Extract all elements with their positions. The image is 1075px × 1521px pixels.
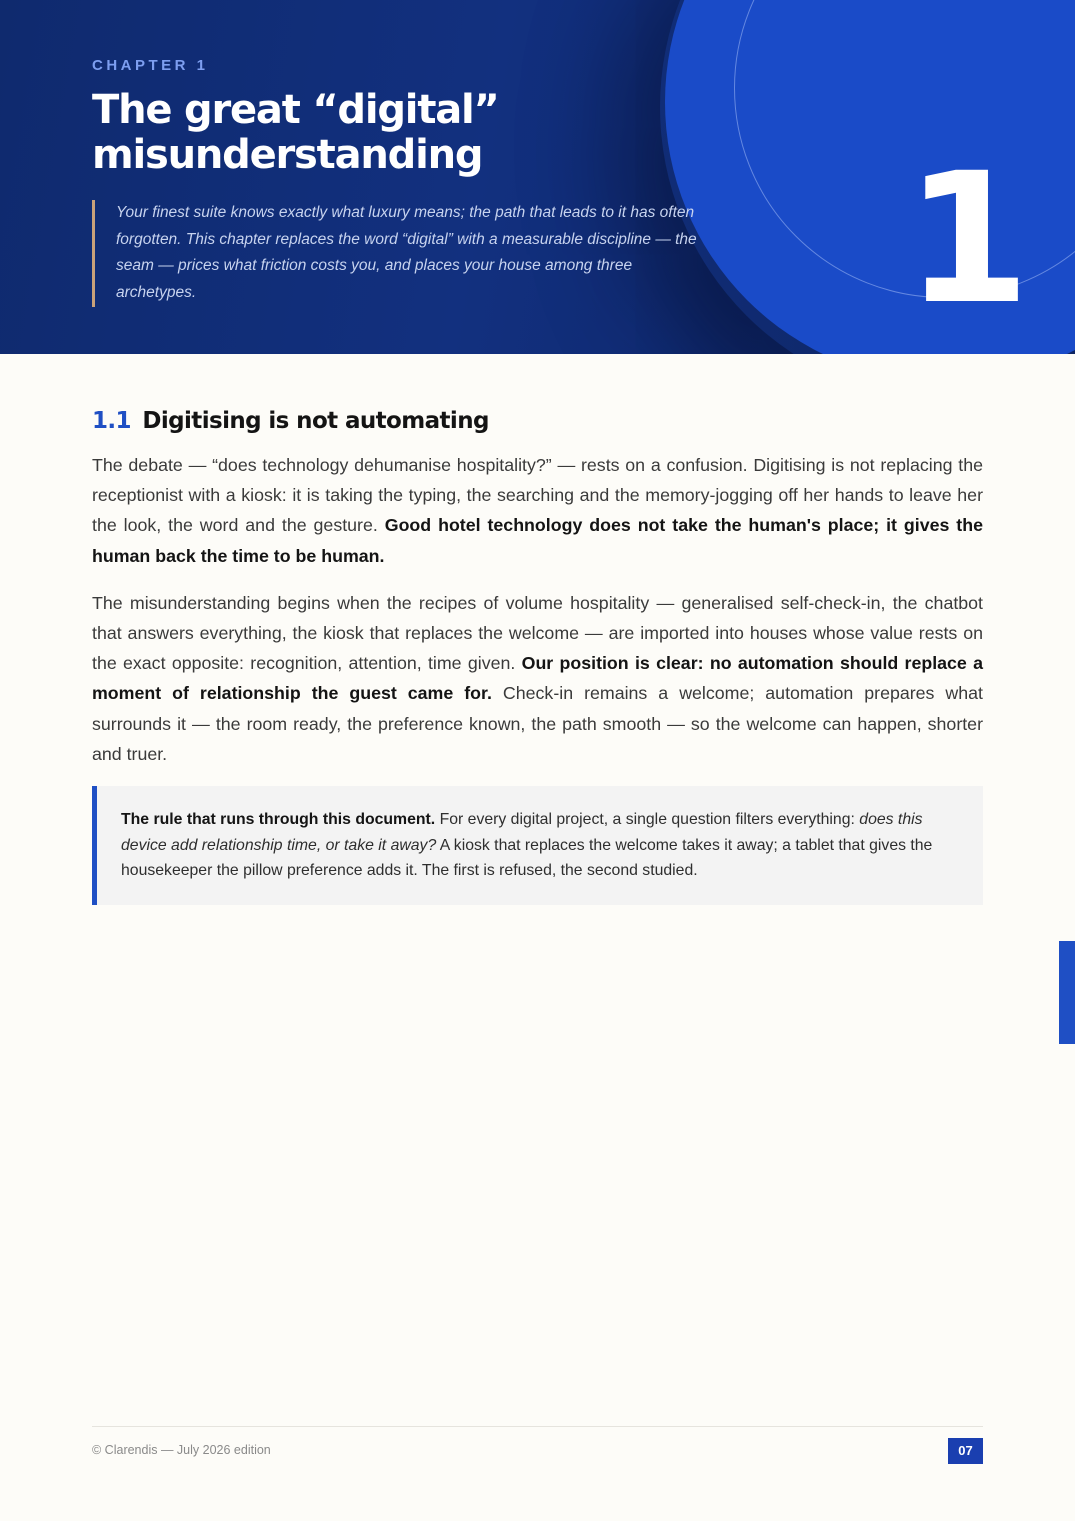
chapter-title: The great “digital” misunderstanding xyxy=(92,87,499,178)
callout-text-1: For every digital project, a single question filters everything: xyxy=(435,811,860,829)
section-title: Digitising is not automating xyxy=(142,408,489,434)
section-number: 1.1 xyxy=(92,408,131,434)
paragraph-2 xyxy=(92,588,983,769)
paragraph-1-emphasis: Good hotel technology does not take the human's place; it gives the human back the time to be human. xyxy=(92,515,983,566)
footer-credit: © Clarendis — July 2026 edition xyxy=(92,1443,271,1457)
chapter-label: CHAPTER 1 xyxy=(92,57,209,74)
callout-title: The rule that runs through this document. xyxy=(121,811,436,829)
chapter-number: 1 xyxy=(905,135,1031,344)
callout-question: does this device add relationship time, or take it away? xyxy=(121,811,923,854)
paragraph-2-text-after: Check-in remains a welcome; automation prepares what surrounds it — the room ready, the preference known, the path smooth — so the welcome can happen, shorter and truer. xyxy=(92,683,983,764)
paragraph-1 xyxy=(92,450,983,571)
paragraph-1-text: The debate — “does technology dehumanise hospitality?” — rests on a confusion. Digitising is not replacing the receptionist with a kiosk: it is taking the typing, the searching and the memory-jogging off her hands to leave her the look, the word and the gesture. xyxy=(92,455,983,536)
callout-text-2: A kiosk that replaces the welcome takes it away; a tablet that gives the housekeeper the pillow preference adds it. The first is refused, the second studied. xyxy=(121,836,933,880)
paragraph-2-emphasis: Our position is clear: no automation should replace a moment of relationship the guest came for. xyxy=(92,653,984,704)
chapter-header xyxy=(0,0,1075,354)
chapter-side-tab xyxy=(1059,941,1075,1044)
footer-divider xyxy=(92,1426,983,1427)
main-content xyxy=(92,408,983,905)
chapter-lead: Your finest suite knows exactly what luxury means; the path that leads to it has often forgotten. This chapter replaces the word “digital” with a measurable discipline — the seam — prices what friction costs you, and places your house among three archetypes. xyxy=(92,200,712,307)
paragraph-2-text-before: The misunderstanding begins when the recipes of volume hospitality — generalised self-check-in, the chatbot that answers everything, the kiosk that replaces the welcome — are imported into houses whose value rests on the exact opposite: recognition, attention, time given. xyxy=(92,592,983,674)
section-heading xyxy=(92,408,983,434)
page-number: 07 xyxy=(948,1438,983,1464)
rule-callout xyxy=(92,786,983,905)
